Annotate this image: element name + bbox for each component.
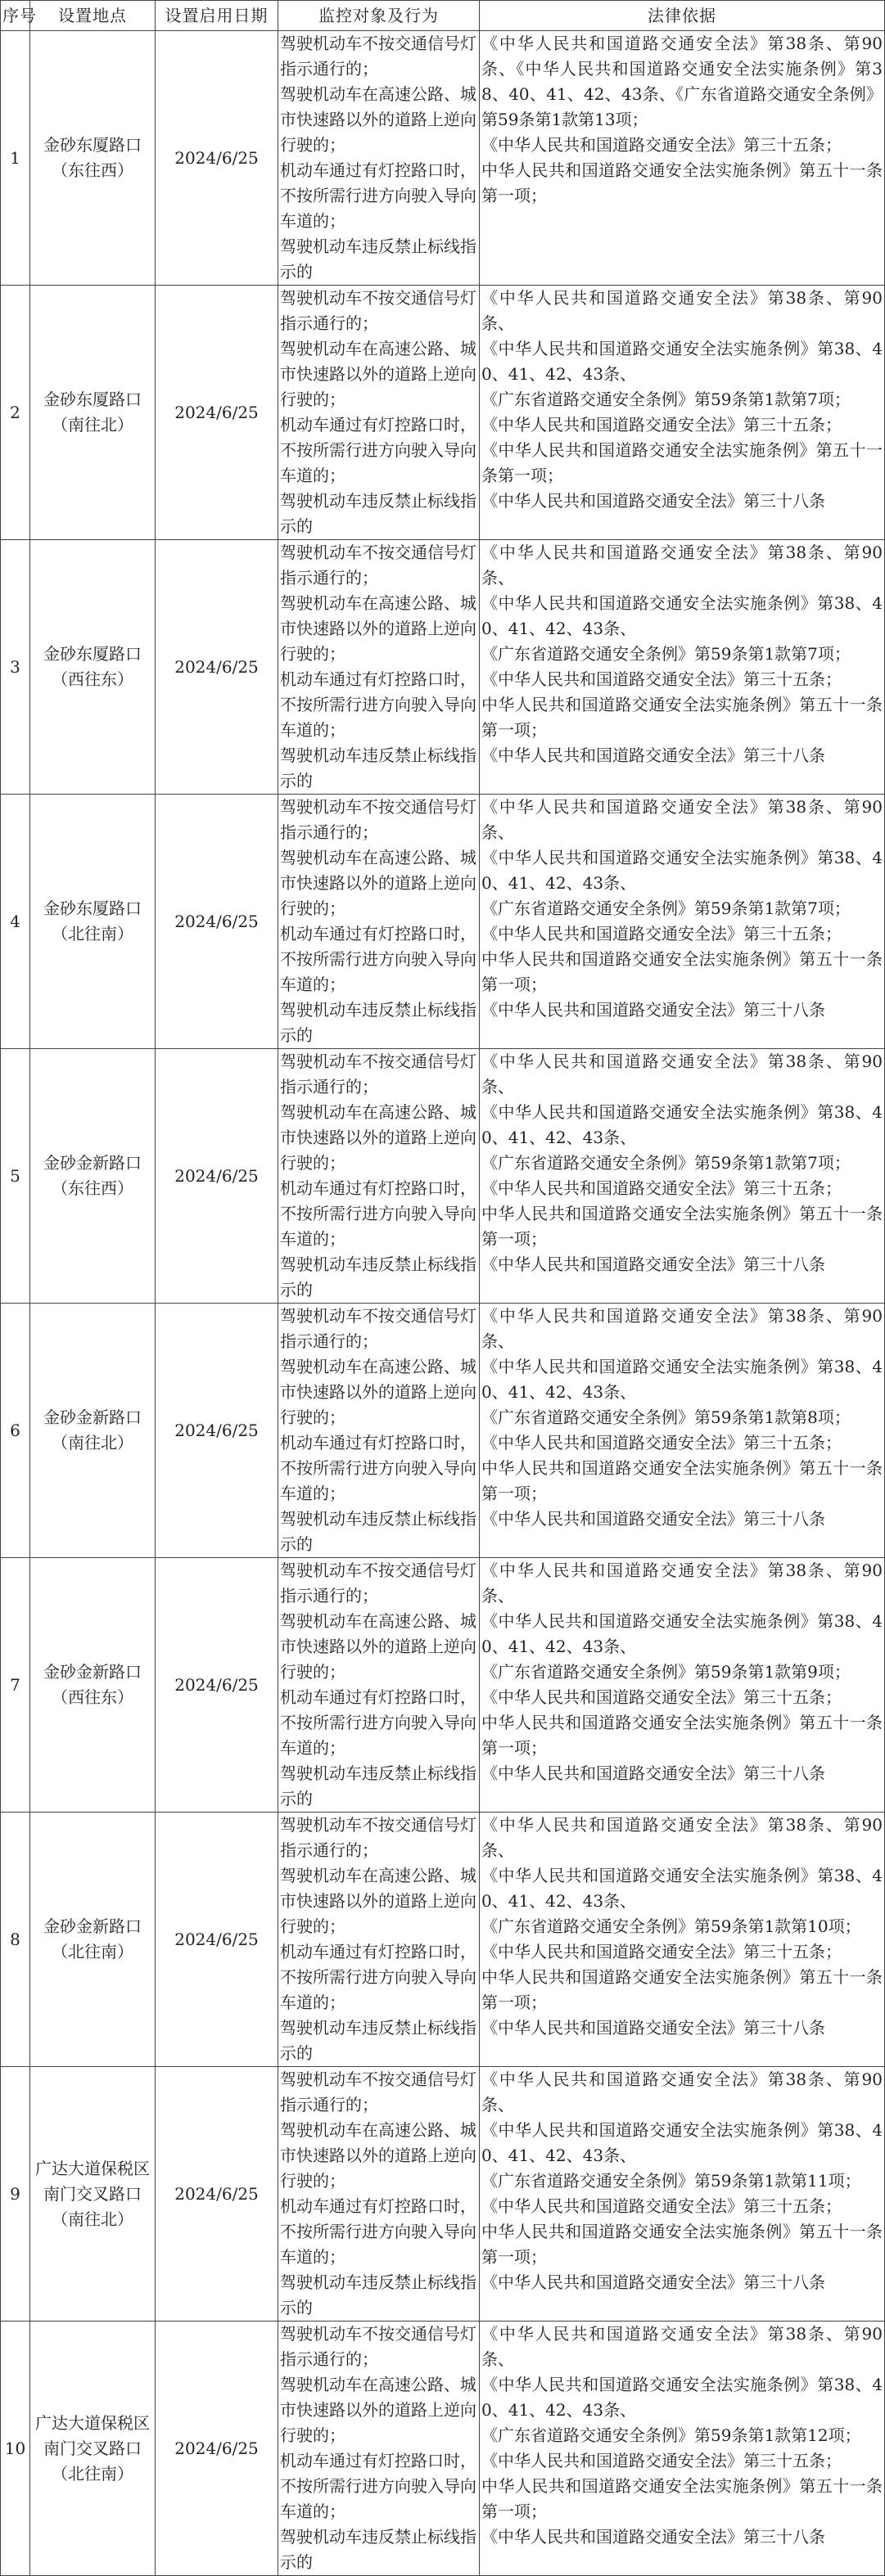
legal-basis-item: 《广东省道路交通安全条例》第59条第1款第11项； [481,2171,861,2191]
row-index-cell: 5 [1,1049,30,1304]
behavior-item: 驾驶机动车不按交通信号灯指示通行的； [280,543,476,588]
row-index-cell: 4 [1,795,30,1049]
legal-basis-item: 《中华人民共和国道路交通安全法》第三十八条 [481,491,825,511]
behavior-item: 驾驶机动车不按交通信号灯指示通行的； [280,2069,476,2114]
legal-basis-item: 《中华人民共和国道路交通安全法》第三十八条 [481,1763,825,1783]
row-legal-basis-cell [480,1558,885,1813]
row-behavior-cell [278,286,480,540]
row-behavior-cell [278,31,480,286]
table-row [1,1813,885,2067]
table-row [1,1558,885,1813]
row-legal-basis-cell [480,31,885,286]
legal-basis-item: 中华人民共和国道路交通安全法实施条例》第五十一条第一项； [481,1967,883,2012]
legal-basis-item: 《中华人民共和国道路交通安全法实施条例》第38、40、41、42、43条、 [481,1611,883,1656]
legal-basis-item: 《中华人民共和国道路交通安全法》第三十五条； [481,1942,842,1961]
row-behavior-cell [278,795,480,1049]
legal-basis-item: 《中华人民共和国道路交通安全法》第38条、第90条、 [481,288,883,333]
behavior-item: 机动车通过有灯控路口时，不按所需行进方向驶入导向车道的； [280,1178,476,1249]
table-header-row [1,1,885,31]
table-row [1,1049,885,1304]
legal-basis-item: 《中华人民共和国道路交通安全法》第三十八条 [481,1509,825,1529]
behavior-item: 驾驶机动车在高速公路、城市快速路以外的道路上逆向行驶的； [280,1866,476,1936]
behavior-item: 驾驶机动车违反禁止标线指示的 [280,2527,476,2572]
legal-basis-item: 《中华人民共和国道路交通安全法》第38条、第90条、 [481,1560,883,1605]
legal-basis-item: 《中华人民共和国道路交通安全法》第38条、第90条、 [481,2324,883,2369]
behavior-item: 驾驶机动车不按交通信号灯指示通行的； [280,1052,476,1097]
legal-basis-item: 《中华人民共和国道路交通安全法实施条例》第38、40、41、42、43条、 [481,339,883,384]
legal-basis-item: 《中华人民共和国道路交通安全法》第三十五条； [481,2451,842,2470]
legal-basis-item: 《广东省道路交通安全条例》第59条第1款第7项； [481,898,851,918]
behavior-item: 驾驶机动车违反禁止标线指示的 [280,1000,476,1045]
legal-basis-item: 《中华人民共和国道路交通安全法实施条例》第38、40、41、42、43条、 [481,1866,883,1911]
row-behavior-cell [278,1813,480,2067]
row-date-cell: 2024/6/25 [156,2322,278,2576]
table-row [1,1304,885,1558]
row-location-cell: 金砂金新路口（东往西） [30,1049,156,1304]
row-legal-basis-cell [480,540,885,795]
legal-basis-item: 《中华人民共和国道路交通安全法》第三十八条 [481,1000,825,1020]
row-index-cell: 2 [1,286,30,540]
legal-basis-item: 《中华人民共和国道路交通安全法》第38条、第90条、 [481,797,883,842]
table-body [1,31,885,2576]
row-location-cell: 广达大道保税区南门交叉路口（南往北） [30,2067,156,2322]
row-date-cell: 2024/6/25 [156,795,278,1049]
legal-basis-item: 《中华人民共和国道路交通安全法》第38条、第90条、 [481,2069,883,2114]
header-location: 设置地点 [30,1,156,31]
legal-basis-item: 中华人民共和国道路交通安全法实施条例》第五十一条第一项； [481,2222,883,2267]
table-row [1,2067,885,2322]
table-row [1,286,885,540]
row-location-cell: 金砂东厦路口（东往西） [30,31,156,286]
legal-basis-item: 中华人民共和国道路交通安全法实施条例》第五十一条第一项； [481,1204,883,1249]
behavior-item: 驾驶机动车不按交通信号灯指示通行的； [280,797,476,842]
table-row [1,540,885,795]
row-location-cell: 金砂东厦路口（南往北） [30,286,156,540]
legal-basis-item: 《中华人民共和国道路交通安全法》第三十八条 [481,2018,825,2038]
behavior-item: 驾驶机动车不按交通信号灯指示通行的； [280,1815,476,1860]
table-row [1,31,885,286]
legal-basis-item: 《中华人民共和国道路交通安全法》第38条、第90条、《中华人民共和国道路交通安全法实施条例》第38、40、41、42、43条、《广东省道路交通安全条例》第59条第1款第13项； [481,34,883,129]
header-index: 序号 [1,1,30,31]
row-date-cell: 2024/6/25 [156,1558,278,1813]
row-behavior-cell [278,2067,480,2322]
row-location-cell: 金砂金新路口（北往南） [30,1813,156,2067]
legal-basis-item: 中华人民共和国道路交通安全法实施条例》第五十一条第一项； [481,2476,883,2521]
legal-basis-item: 《中华人民共和国道路交通安全法》第三十五条； [481,415,842,435]
row-index-cell: 10 [1,2322,30,2576]
row-legal-basis-cell [480,1049,885,1304]
row-index-cell: 1 [1,31,30,286]
behavior-item: 驾驶机动车在高速公路、城市快速路以外的道路上逆向行驶的； [280,1357,476,1427]
row-location-cell: 金砂金新路口（西往东） [30,1558,156,1813]
legal-basis-item: 《广东省道路交通安全条例》第59条第1款第12项； [481,2425,861,2445]
behavior-item: 驾驶机动车在高速公路、城市快速路以外的道路上逆向行驶的； [280,84,476,155]
behavior-item: 驾驶机动车违反禁止标线指示的 [280,2272,476,2317]
behavior-item: 驾驶机动车在高速公路、城市快速路以外的道路上逆向行驶的； [280,1102,476,1173]
header-legal-basis: 法律依据 [480,1,885,31]
behavior-item: 机动车通过有灯控路口时，不按所需行进方向驶入导向车道的； [280,1687,476,1758]
behavior-item: 驾驶机动车在高速公路、城市快速路以外的道路上逆向行驶的； [280,593,476,664]
behavior-item: 驾驶机动车在高速公路、城市快速路以外的道路上逆向行驶的； [280,339,476,409]
legal-basis-item: 中华人民共和国道路交通安全法实施条例》第五十一条第一项； [481,949,883,994]
row-location-cell: 广达大道保税区南门交叉路口（北往南） [30,2322,156,2576]
row-legal-basis-cell [480,795,885,1049]
behavior-item: 驾驶机动车违反禁止标线指示的 [280,1254,476,1299]
row-legal-basis-cell [480,2322,885,2576]
legal-basis-item: 《中华人民共和国道路交通安全法》第三十八条 [481,2272,825,2292]
legal-basis-item: 中华人民共和国道路交通安全法实施条例》第五十一条第一项； [481,1458,883,1503]
row-date-cell: 2024/6/25 [156,1304,278,1558]
table-row [1,2322,885,2576]
behavior-item: 驾驶机动车不按交通信号灯指示通行的； [280,1560,476,1605]
behavior-item: 机动车通过有灯控路口时，不按所需行进方向驶入导向车道的； [280,1942,476,2012]
legal-basis-item: 《中华人民共和国道路交通安全法》第三十八条 [481,1254,825,1274]
legal-basis-item: 《中华人民共和国道路交通安全法实施条例》第五十一条第一项； [481,440,883,485]
behavior-item: 驾驶机动车不按交通信号灯指示通行的； [280,34,476,79]
behavior-item: 驾驶机动车违反禁止标线指示的 [280,745,476,790]
behavior-item: 机动车通过有灯控路口时，不按所需行进方向驶入导向车道的； [280,669,476,740]
behavior-item: 机动车通过有灯控路口时，不按所需行进方向驶入导向车道的； [280,924,476,994]
legal-basis-item: 《中华人民共和国道路交通安全法》第三十五条； [481,1687,842,1707]
row-index-cell: 6 [1,1304,30,1558]
behavior-item: 驾驶机动车违反禁止标线指示的 [280,1509,476,1554]
row-legal-basis-cell [480,1813,885,2067]
legal-basis-item: 《中华人民共和国道路交通安全法实施条例》第38、40、41、42、43条、 [481,848,883,893]
legal-basis-item: 《中华人民共和国道路交通安全法》第三十八条 [481,745,825,765]
legal-basis-item: 中华人民共和国道路交通安全法实施条例》第五十一条第一项； [481,1713,883,1758]
legal-basis-item: 《中华人民共和国道路交通安全法》第38条、第90条、 [481,1306,883,1351]
row-date-cell: 2024/6/25 [156,2067,278,2322]
row-date-cell: 2024/6/25 [156,286,278,540]
legal-basis-item: 《中华人民共和国道路交通安全法实施条例》第38、40、41、42、43条、 [481,1357,883,1402]
row-location-cell: 金砂东厦路口（西往东） [30,540,156,795]
legal-basis-item: 《广东省道路交通安全条例》第59条第1款第10项； [481,1916,861,1936]
legal-basis-item: 《中华人民共和国道路交通安全法》第三十五条； [481,2196,842,2216]
legal-basis-item: 《中华人民共和国道路交通安全法实施条例》第38、40、41、42、43条、 [481,593,883,638]
legal-basis-item: 《中华人民共和国道路交通安全法实施条例》第38、40、41、42、43条、 [481,2375,883,2420]
header-date: 设置启用日期 [156,1,278,31]
legal-basis-item: 《广东省道路交通安全条例》第59条第1款第7项； [481,644,851,664]
row-date-cell: 2024/6/25 [156,1049,278,1304]
legal-basis-item: 《中华人民共和国道路交通安全法》第三十五条； [481,669,842,689]
legal-basis-item: 《广东省道路交通安全条例》第59条第1款第7项； [481,390,851,409]
behavior-item: 驾驶机动车在高速公路、城市快速路以外的道路上逆向行驶的； [280,2120,476,2191]
row-index-cell: 3 [1,540,30,795]
behavior-item: 机动车通过有灯控路口时，不按所需行进方向驶入导向车道的； [280,2451,476,2521]
behavior-item: 驾驶机动车不按交通信号灯指示通行的； [280,1306,476,1351]
legal-basis-item: 《广东省道路交通安全条例》第59条第1款第8项； [481,1407,851,1427]
legal-basis-item: 《中华人民共和国道路交通安全法》第三十五条； [481,1178,842,1198]
row-location-cell: 金砂金新路口（南往北） [30,1304,156,1558]
behavior-item: 驾驶机动车违反禁止标线指示的 [280,2018,476,2063]
behavior-item: 驾驶机动车在高速公路、城市快速路以外的道路上逆向行驶的； [280,848,476,918]
row-index-cell: 7 [1,1558,30,1813]
legal-basis-item: 《中华人民共和国道路交通安全法》第38条、第90条、 [481,1052,883,1097]
row-index-cell: 8 [1,1813,30,2067]
behavior-item: 驾驶机动车在高速公路、城市快速路以外的道路上逆向行驶的； [280,2375,476,2445]
row-behavior-cell [278,1558,480,1813]
legal-basis-item: 《中华人民共和国道路交通安全法》第三十五条； [481,1433,842,1452]
behavior-item: 驾驶机动车不按交通信号灯指示通行的； [280,2324,476,2369]
behavior-item: 驾驶机动车违反禁止标线指示的 [280,491,476,536]
legal-basis-item: 《中华人民共和国道路交通安全法》第三十五条； [481,924,842,943]
legal-basis-item: 《中华人民共和国道路交通安全法实施条例》第38、40、41、42、43条、 [481,1102,883,1147]
behavior-item: 机动车通过有灯控路口时，不按所需行进方向驶入导向车道的； [280,415,476,485]
row-date-cell: 2024/6/25 [156,1813,278,2067]
legal-basis-item: 《中华人民共和国道路交通安全法实施条例》第38、40、41、42、43条、 [481,2120,883,2165]
row-behavior-cell [278,2322,480,2576]
legal-basis-item: 《中华人民共和国道路交通安全法》第38条、第90条、 [481,1815,883,1860]
header-behavior: 监控对象及行为 [278,1,480,31]
legal-basis-item: 《中华人民共和国道路交通安全法》第三十八条 [481,2527,825,2547]
row-behavior-cell [278,540,480,795]
legal-basis-item: 《广东省道路交通安全条例》第59条第1款第7项； [481,1153,851,1173]
behavior-item: 驾驶机动车在高速公路、城市快速路以外的道路上逆向行驶的； [280,1611,476,1682]
row-date-cell: 2024/6/25 [156,31,278,286]
table-row [1,795,885,1049]
row-behavior-cell [278,1049,480,1304]
row-behavior-cell [278,1304,480,1558]
behavior-item: 驾驶机动车不按交通信号灯指示通行的； [280,288,476,333]
row-location-cell: 金砂东厦路口（北往南） [30,795,156,1049]
behavior-item: 驾驶机动车违反禁止标线指示的 [280,1763,476,1808]
row-legal-basis-cell [480,2067,885,2322]
row-date-cell: 2024/6/25 [156,540,278,795]
behavior-item: 机动车通过有灯控路口时，不按所需行进方向驶入导向车道的； [280,160,476,231]
behavior-item: 机动车通过有灯控路口时，不按所需行进方向驶入导向车道的； [280,2196,476,2267]
legal-basis-item: 《中华人民共和国道路交通安全法》第38条、第90条、 [481,543,883,588]
legal-basis-item: 《中华人民共和国道路交通安全法》第三十五条； [481,135,842,155]
legal-basis-item: 中华人民共和国道路交通安全法实施条例》第五十一条第一项； [481,160,883,205]
row-legal-basis-cell [480,1304,885,1558]
behavior-item: 机动车通过有灯控路口时，不按所需行进方向驶入导向车道的； [280,1433,476,1503]
row-legal-basis-cell [480,286,885,540]
legal-basis-item: 中华人民共和国道路交通安全法实施条例》第五十一条第一项； [481,695,883,740]
row-index-cell: 9 [1,2067,30,2322]
behavior-item: 驾驶机动车违反禁止标线指示的 [280,236,476,281]
legal-basis-item: 《广东省道路交通安全条例》第59条第1款第9项； [481,1662,851,1682]
